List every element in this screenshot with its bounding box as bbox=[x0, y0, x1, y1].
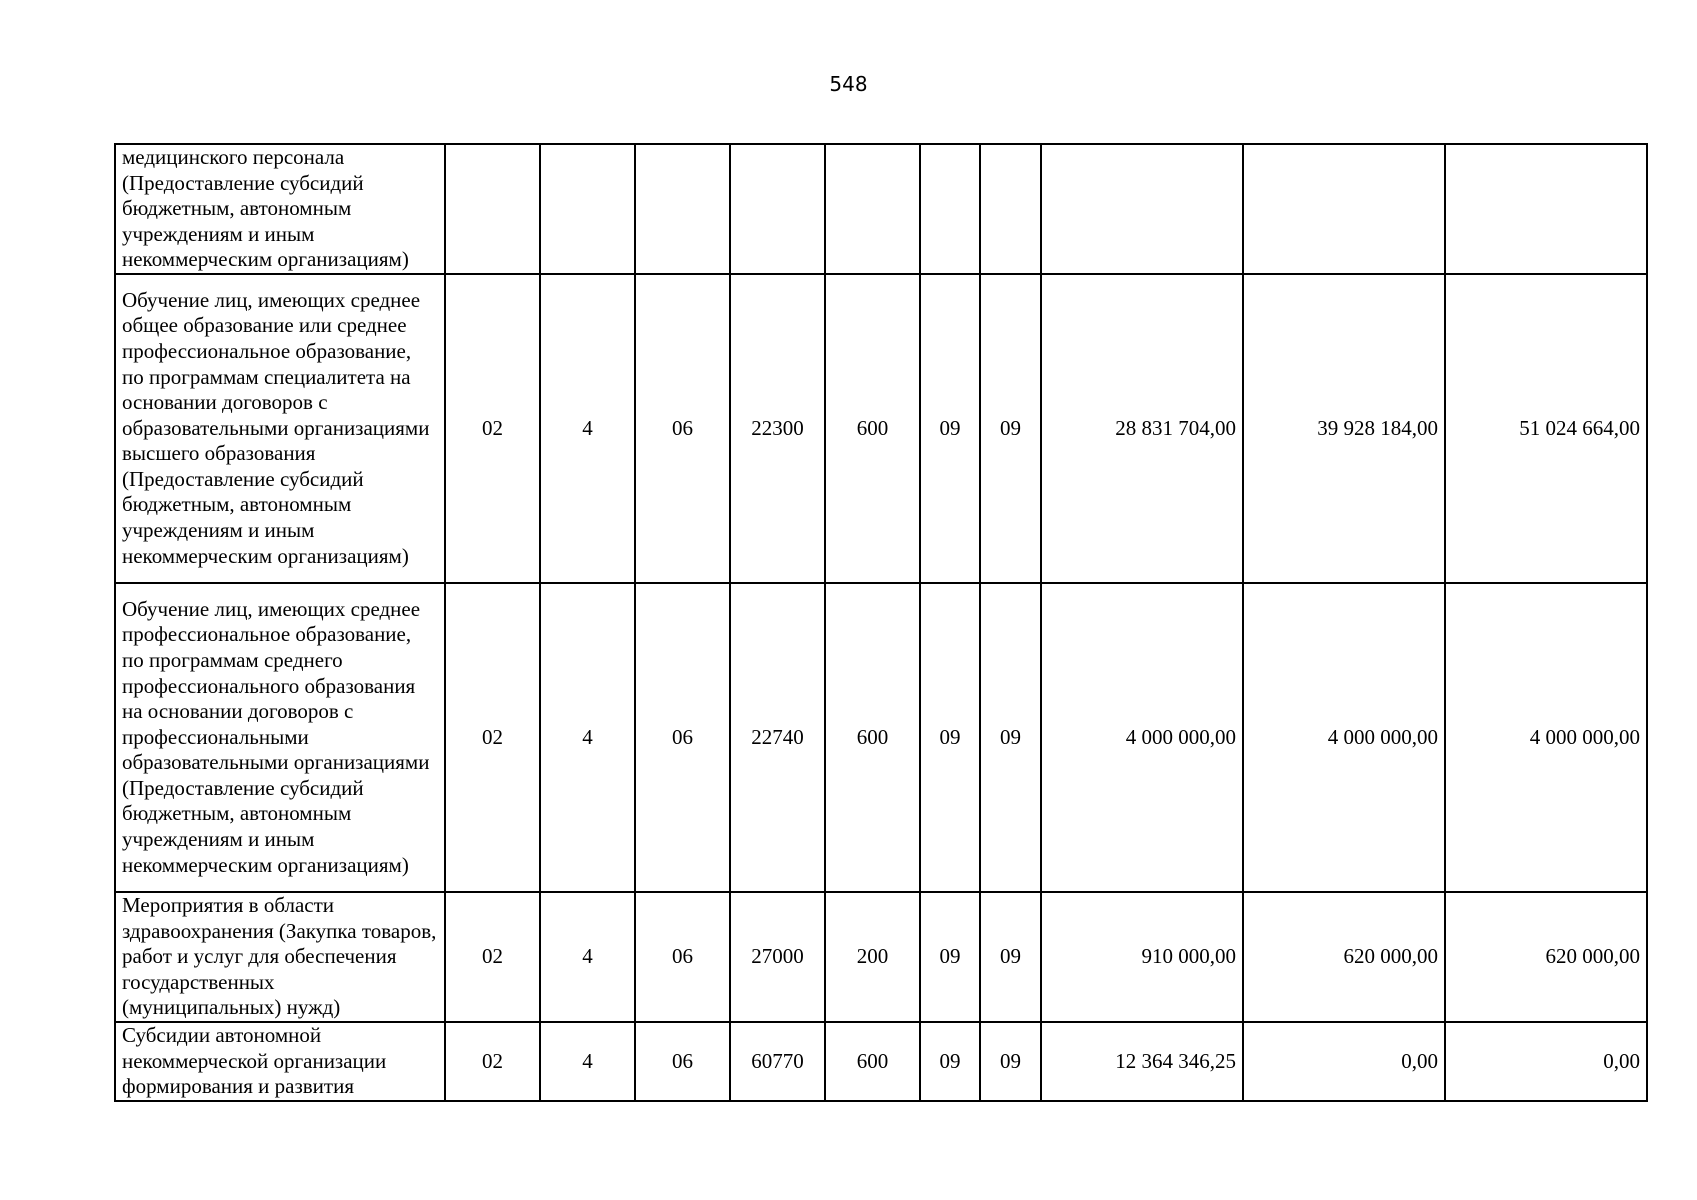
expense-type-code: 600 bbox=[825, 583, 920, 892]
table-row bbox=[115, 583, 1647, 892]
section-code: 09 bbox=[920, 892, 980, 1022]
table-row bbox=[115, 274, 1647, 583]
sum-year-1: 12 364 346,25 bbox=[1041, 1022, 1243, 1101]
row-name: Субсидии автономной некоммерческой организации формирования и развития bbox=[115, 1022, 445, 1101]
program-code: 02 bbox=[445, 1022, 540, 1101]
sum-year-3: 620 000,00 bbox=[1445, 892, 1647, 1022]
sum-year-2: 39 928 184,00 bbox=[1243, 274, 1445, 583]
sum-year-1 bbox=[1041, 144, 1243, 274]
sum-year-2 bbox=[1243, 144, 1445, 274]
sum-year-1: 4 000 000,00 bbox=[1041, 583, 1243, 892]
expense-type-code: 200 bbox=[825, 892, 920, 1022]
table-row bbox=[115, 1022, 1647, 1101]
program-code: 02 bbox=[445, 583, 540, 892]
section-code: 09 bbox=[920, 274, 980, 583]
sum-year-2: 4 000 000,00 bbox=[1243, 583, 1445, 892]
program-code: 02 bbox=[445, 892, 540, 1022]
sum-year-1: 28 831 704,00 bbox=[1041, 274, 1243, 583]
subsection-code: 09 bbox=[980, 892, 1041, 1022]
subprogram-code: 4 bbox=[540, 583, 635, 892]
main-activity-code: 06 bbox=[635, 1022, 730, 1101]
direction-code: 22300 bbox=[730, 274, 825, 583]
sum-year-2: 620 000,00 bbox=[1243, 892, 1445, 1022]
expense-type-code: 600 bbox=[825, 274, 920, 583]
subprogram-code: 4 bbox=[540, 892, 635, 1022]
subprogram-code: 4 bbox=[540, 274, 635, 583]
section-code: 09 bbox=[920, 1022, 980, 1101]
row-name: Обучение лиц, имеющих среднее общее образование или среднее профессиональное образование, по программам специалитета на основании договоров с образовательными организациями высшего образования (Предоставление субсидий бюджетным, автономным учреждениям и иным некоммерческим организациям) bbox=[115, 274, 445, 583]
direction-code: 27000 bbox=[730, 892, 825, 1022]
direction-code bbox=[730, 144, 825, 274]
subsection-code: 09 bbox=[980, 274, 1041, 583]
page-number: 548 bbox=[829, 72, 868, 96]
main-activity-code: 06 bbox=[635, 274, 730, 583]
expense-type-code bbox=[825, 144, 920, 274]
subprogram-code: 4 bbox=[540, 1022, 635, 1101]
row-name: Обучение лиц, имеющих среднее профессиональное образование, по программам среднего профессионального образования на основании договоров с профессиональными образовательными организациями (Предоставление субсидий бюджетным, автономным учреждениям и иным некоммерческим организациям) bbox=[115, 583, 445, 892]
expense-type-code: 600 bbox=[825, 1022, 920, 1101]
sum-year-3 bbox=[1445, 144, 1647, 274]
budget-table bbox=[114, 143, 1648, 1102]
subsection-code bbox=[980, 144, 1041, 274]
row-name: медицинского персонала (Предоставление субсидий бюджетным, автономным учреждениям и иным некоммерческим организациям) bbox=[115, 144, 445, 274]
main-activity-code: 06 bbox=[635, 583, 730, 892]
main-activity-code bbox=[635, 144, 730, 274]
subsection-code: 09 bbox=[980, 583, 1041, 892]
subsection-code: 09 bbox=[980, 1022, 1041, 1101]
sum-year-3: 51 024 664,00 bbox=[1445, 274, 1647, 583]
sum-year-1: 910 000,00 bbox=[1041, 892, 1243, 1022]
program-code: 02 bbox=[445, 274, 540, 583]
table-row bbox=[115, 892, 1647, 1022]
table-row bbox=[115, 144, 1647, 274]
section-code bbox=[920, 144, 980, 274]
sum-year-3: 4 000 000,00 bbox=[1445, 583, 1647, 892]
subprogram-code bbox=[540, 144, 635, 274]
sum-year-3: 0,00 bbox=[1445, 1022, 1647, 1101]
row-name: Мероприятия в области здравоохранения (Закупка товаров, работ и услуг для обеспечения государственных (муниципальных) нужд) bbox=[115, 892, 445, 1022]
program-code bbox=[445, 144, 540, 274]
section-code: 09 bbox=[920, 583, 980, 892]
sum-year-2: 0,00 bbox=[1243, 1022, 1445, 1101]
main-activity-code: 06 bbox=[635, 892, 730, 1022]
direction-code: 60770 bbox=[730, 1022, 825, 1101]
direction-code: 22740 bbox=[730, 583, 825, 892]
